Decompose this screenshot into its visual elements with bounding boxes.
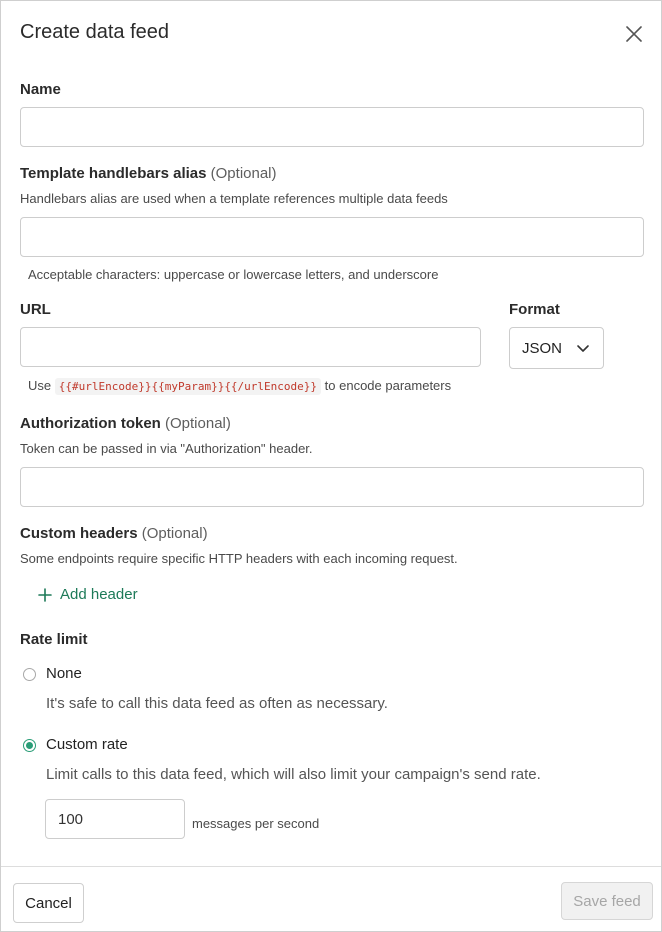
footer-divider	[1, 866, 661, 867]
alias-hint-text: Acceptable characters: uppercase or lowercase letters, and underscore	[28, 267, 439, 282]
rate-limit-label: Rate limit	[20, 631, 88, 648]
headers-help-text: Some endpoints require specific HTTP headers with each incoming request.	[20, 551, 458, 566]
url-hint-code: {{#urlEncode}}{{myParam}}{{/urlEncode}}	[55, 378, 321, 395]
dialog-title: Create data feed	[20, 21, 169, 43]
url-label: URL	[20, 301, 51, 318]
alias-label-text: Template handlebars alias	[20, 165, 207, 182]
auth-help-text: Token can be passed in via "Authorization" header.	[20, 441, 313, 456]
close-icon	[623, 23, 645, 45]
rate-value-input[interactable]	[45, 799, 185, 839]
format-label: Format	[509, 301, 560, 318]
url-hint	[28, 378, 451, 393]
format-selected-value: JSON	[522, 339, 563, 357]
url-input[interactable]	[20, 327, 481, 367]
add-header-button[interactable]	[38, 586, 138, 603]
alias-optional-tag: (Optional)	[210, 165, 277, 182]
alias-help-text: Handlebars alias are used when a template references multiple data feeds	[20, 191, 448, 206]
name-label: Name	[20, 81, 61, 98]
rate-custom-radio[interactable]	[23, 739, 36, 752]
close-button[interactable]	[623, 23, 645, 45]
alias-label	[20, 165, 277, 182]
plus-icon	[38, 588, 52, 602]
rate-custom-label[interactable]: Custom rate	[46, 736, 128, 753]
rate-unit-label: messages per second	[192, 816, 320, 831]
alias-input[interactable]	[20, 217, 644, 257]
headers-label	[20, 525, 208, 542]
rate-custom-description: Limit calls to this data feed, which will also limit your campaign's send rate.	[46, 766, 541, 783]
auth-label	[20, 415, 231, 432]
rate-none-radio[interactable]	[23, 668, 36, 681]
auth-token-input[interactable]	[20, 467, 644, 507]
rate-none-description: It's safe to call this data feed as often as necessary.	[46, 695, 388, 712]
chevron-down-icon	[576, 342, 590, 356]
auth-label-text: Authorization token	[20, 415, 161, 432]
rate-none-label[interactable]: None	[46, 665, 82, 682]
headers-label-text: Custom headers	[20, 525, 138, 542]
url-hint-suffix: to encode parameters	[324, 378, 452, 393]
add-header-label: Add header	[60, 586, 138, 603]
format-select[interactable]	[509, 327, 604, 369]
save-feed-button[interactable]: Save feed	[561, 882, 653, 920]
auth-optional-tag: (Optional)	[165, 415, 231, 432]
headers-optional-tag: (Optional)	[141, 525, 208, 542]
url-hint-prefix: Use	[28, 378, 52, 393]
name-input[interactable]	[20, 107, 644, 147]
cancel-button[interactable]: Cancel	[13, 883, 84, 923]
